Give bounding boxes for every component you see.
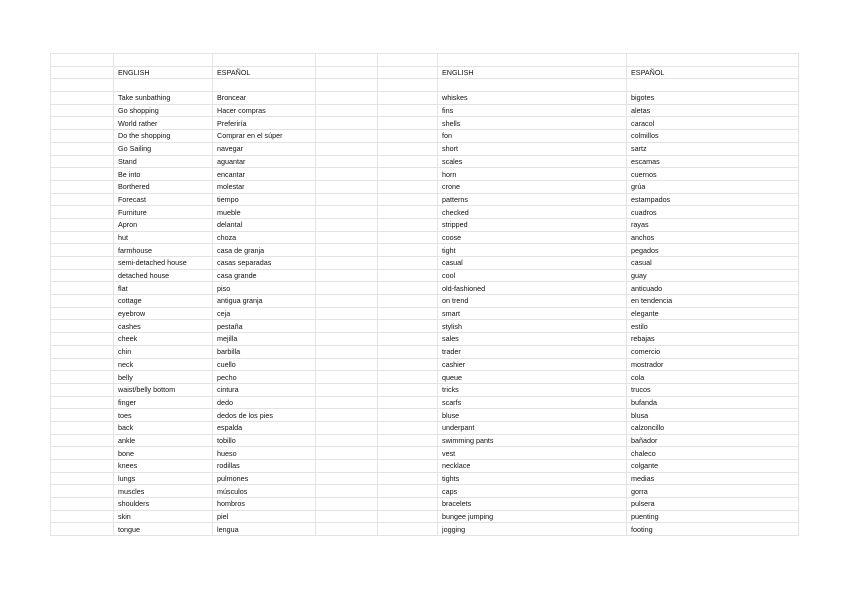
table-row	[51, 168, 799, 181]
english-word-left: hut	[114, 231, 213, 244]
empty-cell	[378, 282, 438, 295]
spanish-word-left: casas separadas	[213, 257, 316, 270]
table-row	[51, 421, 799, 434]
spanish-word-left: tiempo	[213, 193, 316, 206]
header-row	[51, 66, 799, 79]
english-word-left: Apron	[114, 218, 213, 231]
english-word-left: neck	[114, 358, 213, 371]
spanish-word-left: Comprar en el súper	[213, 130, 316, 143]
table-row	[51, 295, 799, 308]
empty-cell	[378, 333, 438, 346]
empty-cell	[316, 218, 378, 231]
english-word-left: cheek	[114, 333, 213, 346]
spanish-word-right: rayas	[627, 218, 799, 231]
english-word-right: bungee jumping	[438, 510, 627, 523]
empty-cell	[51, 472, 114, 485]
empty-cell	[378, 523, 438, 536]
english-word-left: waist/belly bottom	[114, 383, 213, 396]
spanish-word-left: piel	[213, 510, 316, 523]
table-row	[51, 104, 799, 117]
spanish-word-right: rebajas	[627, 333, 799, 346]
spanish-word-right: pegados	[627, 244, 799, 257]
empty-cell	[51, 231, 114, 244]
empty-cell	[51, 498, 114, 511]
english-word-right: checked	[438, 206, 627, 219]
english-word-left: Stand	[114, 155, 213, 168]
table-row	[51, 333, 799, 346]
spanish-word-left: piso	[213, 282, 316, 295]
empty-cell	[51, 396, 114, 409]
spanish-word-right: blusa	[627, 409, 799, 422]
empty-cell	[316, 206, 378, 219]
english-word-left: Go shopping	[114, 104, 213, 117]
english-word-left: finger	[114, 396, 213, 409]
english-word-left: Forecast	[114, 193, 213, 206]
empty-cell	[316, 409, 378, 422]
table-row	[51, 510, 799, 523]
empty-cell	[378, 295, 438, 308]
spanish-word-right: calzoncillo	[627, 421, 799, 434]
empty-cell	[316, 510, 378, 523]
english-word-left: Take sunbathing	[114, 92, 213, 105]
empty-cell	[51, 333, 114, 346]
english-word-right: bracelets	[438, 498, 627, 511]
spanish-word-right: bañador	[627, 434, 799, 447]
empty-cell	[51, 244, 114, 257]
spanish-word-right: en tendencia	[627, 295, 799, 308]
table-row	[51, 383, 799, 396]
empty-cell	[51, 193, 114, 206]
english-word-right: whiskes	[438, 92, 627, 105]
spanish-word-right: cuernos	[627, 168, 799, 181]
empty-cell	[51, 460, 114, 473]
english-word-left: back	[114, 421, 213, 434]
english-word-left: toes	[114, 409, 213, 422]
english-word-left: tongue	[114, 523, 213, 536]
table-row	[51, 447, 799, 460]
empty-cell	[378, 92, 438, 105]
english-word-right: fon	[438, 130, 627, 143]
spanish-word-left: tobillo	[213, 434, 316, 447]
empty-cell	[316, 155, 378, 168]
spanish-word-right: anchos	[627, 231, 799, 244]
empty-cell	[378, 447, 438, 460]
english-word-left: cashes	[114, 320, 213, 333]
empty-cell	[378, 371, 438, 384]
empty-cell	[378, 257, 438, 270]
english-word-right: horn	[438, 168, 627, 181]
empty-cell	[316, 257, 378, 270]
empty-cell	[51, 371, 114, 384]
empty-cell	[378, 193, 438, 206]
empty-cell	[51, 320, 114, 333]
table-row	[51, 460, 799, 473]
spanish-word-right: elegante	[627, 307, 799, 320]
empty-cell	[51, 155, 114, 168]
english-word-right: scales	[438, 155, 627, 168]
table-row	[51, 244, 799, 257]
english-word-left: knees	[114, 460, 213, 473]
english-word-left: bone	[114, 447, 213, 460]
spanish-word-right: colmillos	[627, 130, 799, 143]
spanish-word-left: pecho	[213, 371, 316, 384]
empty-cell	[378, 130, 438, 143]
empty-cell	[316, 269, 378, 282]
english-word-right: cool	[438, 269, 627, 282]
empty-cell	[316, 345, 378, 358]
english-word-left: chin	[114, 345, 213, 358]
english-word-right: shells	[438, 117, 627, 130]
empty-cell	[378, 421, 438, 434]
empty-cell	[316, 231, 378, 244]
empty-cell	[51, 104, 114, 117]
english-word-right: stripped	[438, 218, 627, 231]
english-word-right: tights	[438, 472, 627, 485]
empty-cell	[378, 320, 438, 333]
empty-cell	[378, 180, 438, 193]
spanish-word-left: pulmones	[213, 472, 316, 485]
table-row	[51, 396, 799, 409]
spanish-word-right: sartz	[627, 142, 799, 155]
spanish-word-right: chaleco	[627, 447, 799, 460]
empty-cell	[51, 282, 114, 295]
empty-cell	[316, 447, 378, 460]
empty-cell	[316, 307, 378, 320]
header-english-left: ENGLISH	[114, 66, 213, 79]
spanish-word-left: encantar	[213, 168, 316, 181]
empty-cell	[378, 434, 438, 447]
spanish-word-left: hombros	[213, 498, 316, 511]
english-word-right: vest	[438, 447, 627, 460]
empty-cell	[316, 244, 378, 257]
english-word-left: eyebrow	[114, 307, 213, 320]
empty-cell	[378, 358, 438, 371]
spanish-word-left: lengua	[213, 523, 316, 536]
table-row	[51, 409, 799, 422]
empty-cell	[51, 269, 114, 282]
english-word-right: stylish	[438, 320, 627, 333]
empty-cell	[316, 485, 378, 498]
english-word-right: scarfs	[438, 396, 627, 409]
table-row	[51, 472, 799, 485]
empty-cell	[378, 142, 438, 155]
spanish-word-left: mejilla	[213, 333, 316, 346]
empty-cell	[316, 282, 378, 295]
empty-cell	[51, 409, 114, 422]
empty-cell	[378, 383, 438, 396]
english-word-left: farmhouse	[114, 244, 213, 257]
english-word-right: jogging	[438, 523, 627, 536]
spanish-word-left: rodillas	[213, 460, 316, 473]
spanish-word-right: pulsera	[627, 498, 799, 511]
english-word-left: semi-detached house	[114, 257, 213, 270]
empty-cell	[378, 485, 438, 498]
empty-cell	[51, 142, 114, 155]
empty-cell	[51, 257, 114, 270]
empty-cell	[51, 447, 114, 460]
blank-row	[51, 54, 799, 67]
empty-cell	[51, 295, 114, 308]
english-word-left: skin	[114, 510, 213, 523]
spanish-word-left: mueble	[213, 206, 316, 219]
spanish-word-left: dedos de los pies	[213, 409, 316, 422]
empty-cell	[316, 523, 378, 536]
empty-cell	[51, 206, 114, 219]
table-row	[51, 193, 799, 206]
table-row	[51, 269, 799, 282]
spanish-word-right: bufanda	[627, 396, 799, 409]
empty-cell	[378, 104, 438, 117]
empty-cell	[378, 155, 438, 168]
empty-cell	[316, 130, 378, 143]
table-row	[51, 130, 799, 143]
blank-row	[51, 79, 799, 92]
spanish-word-right: footing	[627, 523, 799, 536]
empty-cell	[316, 295, 378, 308]
spanish-word-left: Broncear	[213, 92, 316, 105]
empty-cell	[378, 206, 438, 219]
empty-cell	[51, 383, 114, 396]
spanish-word-left: Preferiría	[213, 117, 316, 130]
empty-cell	[316, 460, 378, 473]
empty-cell	[51, 510, 114, 523]
spanish-word-right: cuadros	[627, 206, 799, 219]
english-word-right: smart	[438, 307, 627, 320]
spanish-word-left: aguantar	[213, 155, 316, 168]
english-word-left: Do the shopping	[114, 130, 213, 143]
english-word-right: caps	[438, 485, 627, 498]
english-word-right: coose	[438, 231, 627, 244]
empty-cell	[316, 104, 378, 117]
spanish-word-left: espalda	[213, 421, 316, 434]
spanish-word-right: casual	[627, 257, 799, 270]
empty-cell	[316, 142, 378, 155]
empty-cell	[378, 218, 438, 231]
spanish-word-right: anticuado	[627, 282, 799, 295]
english-word-left: World rather	[114, 117, 213, 130]
spanish-word-right: mostrador	[627, 358, 799, 371]
spanish-word-left: músculos	[213, 485, 316, 498]
english-word-right: patterns	[438, 193, 627, 206]
empty-cell	[51, 168, 114, 181]
spanish-word-right: estampados	[627, 193, 799, 206]
english-word-left: shoulders	[114, 498, 213, 511]
english-word-right: swimming pants	[438, 434, 627, 447]
empty-cell	[316, 472, 378, 485]
spanish-word-right: guay	[627, 269, 799, 282]
table-row	[51, 523, 799, 536]
empty-cell	[51, 218, 114, 231]
english-word-left: flat	[114, 282, 213, 295]
empty-cell	[51, 180, 114, 193]
empty-cell	[316, 333, 378, 346]
english-word-left: belly	[114, 371, 213, 384]
vocabulary-table	[50, 53, 799, 536]
empty-cell	[378, 117, 438, 130]
english-word-left: detached house	[114, 269, 213, 282]
english-word-right: old-fashioned	[438, 282, 627, 295]
empty-cell	[316, 434, 378, 447]
empty-cell	[316, 371, 378, 384]
empty-cell	[316, 396, 378, 409]
empty-cell	[51, 307, 114, 320]
english-word-right: tricks	[438, 383, 627, 396]
empty-cell	[51, 485, 114, 498]
table-row	[51, 358, 799, 371]
empty-cell	[378, 472, 438, 485]
english-word-left: lungs	[114, 472, 213, 485]
spanish-word-right: aletas	[627, 104, 799, 117]
empty-cell	[51, 117, 114, 130]
english-word-left: Borthered	[114, 180, 213, 193]
spanish-word-left: antigua granja	[213, 295, 316, 308]
english-word-right: fins	[438, 104, 627, 117]
table-row	[51, 345, 799, 358]
spanish-word-right: grúa	[627, 180, 799, 193]
empty-cell	[378, 345, 438, 358]
spanish-word-left: pestaña	[213, 320, 316, 333]
header-spanish-left: ESPAÑOL	[213, 66, 316, 79]
table-row	[51, 371, 799, 384]
spanish-word-right: trucos	[627, 383, 799, 396]
table-row	[51, 180, 799, 193]
empty-cell	[316, 383, 378, 396]
empty-cell	[316, 180, 378, 193]
table-row	[51, 434, 799, 447]
table-row	[51, 92, 799, 105]
spanish-word-left: hueso	[213, 447, 316, 460]
english-word-left: Go Sailing	[114, 142, 213, 155]
spanish-word-right: puenting	[627, 510, 799, 523]
english-word-right: necklace	[438, 460, 627, 473]
table-row	[51, 155, 799, 168]
empty-cell	[316, 320, 378, 333]
table-row	[51, 498, 799, 511]
table-row	[51, 117, 799, 130]
spanish-word-right: medias	[627, 472, 799, 485]
empty-cell	[51, 92, 114, 105]
english-word-right: trader	[438, 345, 627, 358]
english-word-right: queue	[438, 371, 627, 384]
table-row	[51, 218, 799, 231]
spanish-word-right: colgante	[627, 460, 799, 473]
empty-cell	[378, 460, 438, 473]
english-word-right: sales	[438, 333, 627, 346]
empty-cell	[378, 231, 438, 244]
spanish-word-left: delantal	[213, 218, 316, 231]
empty-cell	[316, 168, 378, 181]
header-spanish-right: ESPAÑOL	[627, 66, 799, 79]
spanish-word-left: barbilla	[213, 345, 316, 358]
english-word-right: tight	[438, 244, 627, 257]
header-english-right: ENGLISH	[438, 66, 627, 79]
spanish-word-right: gorra	[627, 485, 799, 498]
empty-cell	[316, 421, 378, 434]
table-row	[51, 257, 799, 270]
english-word-left: ankle	[114, 434, 213, 447]
empty-cell	[316, 92, 378, 105]
empty-cell	[378, 409, 438, 422]
spanish-word-right: bigotes	[627, 92, 799, 105]
table-row	[51, 485, 799, 498]
english-word-right: bluse	[438, 409, 627, 422]
table-row	[51, 307, 799, 320]
english-word-right: crone	[438, 180, 627, 193]
english-word-right: casual	[438, 257, 627, 270]
empty-cell	[378, 168, 438, 181]
spanish-word-right: caracol	[627, 117, 799, 130]
english-word-left: cottage	[114, 295, 213, 308]
empty-cell	[378, 244, 438, 257]
spanish-word-left: navegar	[213, 142, 316, 155]
empty-cell	[316, 498, 378, 511]
spanish-word-left: cuello	[213, 358, 316, 371]
empty-cell	[378, 307, 438, 320]
english-word-left: Be into	[114, 168, 213, 181]
empty-cell	[378, 498, 438, 511]
spanish-word-right: cola	[627, 371, 799, 384]
spanish-word-left: Hacer compras	[213, 104, 316, 117]
spanish-word-left: choza	[213, 231, 316, 244]
spanish-word-right: estilo	[627, 320, 799, 333]
spanish-word-right: escamas	[627, 155, 799, 168]
spanish-word-left: molestar	[213, 180, 316, 193]
table-row	[51, 142, 799, 155]
spanish-word-left: dedo	[213, 396, 316, 409]
empty-cell	[378, 269, 438, 282]
empty-cell	[51, 345, 114, 358]
empty-cell	[316, 193, 378, 206]
empty-cell	[378, 510, 438, 523]
table-row	[51, 231, 799, 244]
spanish-word-left: cintura	[213, 383, 316, 396]
english-word-right: short	[438, 142, 627, 155]
spanish-word-right: comercio	[627, 345, 799, 358]
empty-cell	[378, 396, 438, 409]
spanish-word-left: ceja	[213, 307, 316, 320]
empty-cell	[51, 358, 114, 371]
empty-cell	[51, 434, 114, 447]
empty-cell	[51, 130, 114, 143]
spreadsheet-page	[50, 53, 798, 544]
table-row	[51, 320, 799, 333]
spanish-word-left: casa de granja	[213, 244, 316, 257]
table-row	[51, 206, 799, 219]
empty-cell	[316, 117, 378, 130]
spanish-word-left: casa grande	[213, 269, 316, 282]
english-word-right: cashier	[438, 358, 627, 371]
table-row	[51, 282, 799, 295]
empty-cell	[51, 421, 114, 434]
english-word-right: on trend	[438, 295, 627, 308]
empty-cell	[316, 358, 378, 371]
english-word-left: Furniture	[114, 206, 213, 219]
english-word-right: underpant	[438, 421, 627, 434]
empty-cell	[51, 523, 114, 536]
english-word-left: muscles	[114, 485, 213, 498]
